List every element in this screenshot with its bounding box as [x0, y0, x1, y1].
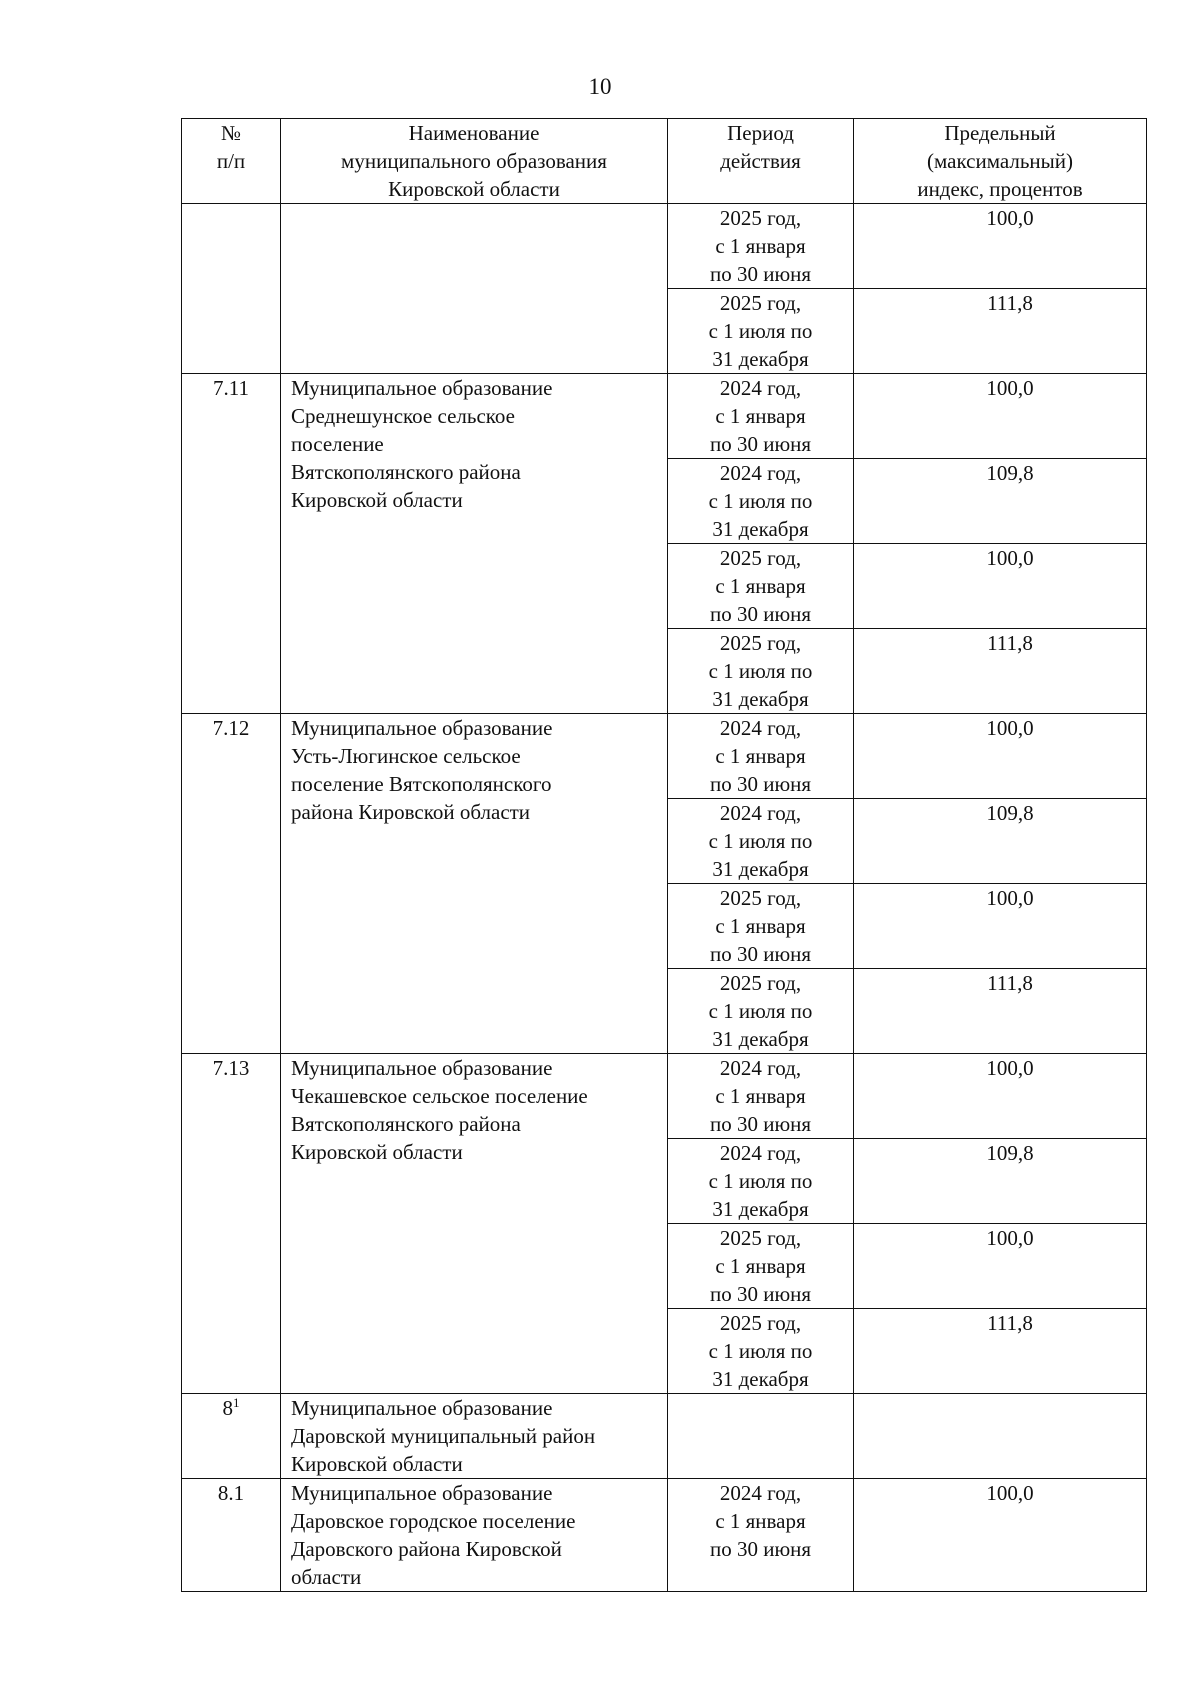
page-number: 10 — [588, 74, 612, 99]
row-number-cell: 8.1 — [182, 1479, 281, 1592]
index-cell: 100,0 — [854, 884, 1147, 969]
index-cell: 111,8 — [854, 1309, 1147, 1394]
period-line: 2024 год, — [719, 1481, 802, 1505]
header-index-line: индекс, процентов — [917, 177, 1083, 201]
name-line: области — [291, 1565, 362, 1589]
period-cell — [668, 1479, 854, 1592]
period-line: по 30 июня — [709, 1112, 812, 1136]
period-line: с 1 января — [715, 404, 806, 428]
period-cell — [668, 1394, 854, 1479]
name-line: поселение — [291, 432, 384, 456]
name-line: района Кировской области — [291, 800, 531, 824]
row-number-cell: 7.13 — [182, 1054, 281, 1394]
name-line: поселение Вятскополянского — [291, 772, 552, 796]
name-line: Усть-Люгинское сельское — [291, 744, 521, 768]
period-line: с 1 июля по — [708, 999, 813, 1023]
name-line: Среднешунское сельское — [291, 404, 515, 428]
period-line: 2024 год, — [719, 1141, 802, 1165]
name-line: Муниципальное образование — [291, 1481, 553, 1505]
period-cell — [668, 1139, 854, 1224]
period-cell — [668, 969, 854, 1054]
table-row — [182, 1394, 1147, 1479]
period-line: по 30 июня — [709, 772, 812, 796]
index-cell: 100,0 — [854, 204, 1147, 289]
header-name-line: муниципального образования — [341, 149, 607, 173]
index-cell: 100,0 — [854, 1054, 1147, 1139]
period-line: по 30 июня — [709, 1282, 812, 1306]
period-line: с 1 июля по — [708, 319, 813, 343]
period-line: 2024 год, — [719, 716, 802, 740]
name-line: Кировской области — [291, 488, 463, 512]
period-line: с 1 июля по — [708, 1339, 813, 1363]
index-cell: 100,0 — [854, 714, 1147, 799]
period-cell — [668, 459, 854, 544]
period-line: 2025 год, — [719, 291, 802, 315]
index-cell: 109,8 — [854, 1139, 1147, 1224]
period-line: с 1 января — [715, 744, 806, 768]
period-line: 2024 год, — [719, 1056, 802, 1080]
period-cell — [668, 714, 854, 799]
period-line: 2025 год, — [719, 971, 802, 995]
index-cell: 111,8 — [854, 969, 1147, 1054]
period-line: по 30 июня — [709, 602, 812, 626]
period-line: 31 декабря — [712, 517, 809, 541]
row-number-cell — [182, 1394, 281, 1479]
period-line: с 1 июля по — [708, 1169, 813, 1193]
row-number-superscript: 1 — [233, 1395, 240, 1410]
period-line: 2025 год, — [719, 206, 802, 230]
period-cell — [668, 1054, 854, 1139]
index-cell — [854, 1394, 1147, 1479]
header-period-line: действия — [720, 149, 801, 173]
index-cell: 111,8 — [854, 289, 1147, 374]
municipality-name-cell — [281, 374, 668, 714]
period-line: с 1 января — [715, 1084, 806, 1108]
header-num-line: п/п — [216, 149, 246, 173]
header-num-line: № — [220, 121, 242, 145]
tariff-index-table — [181, 118, 1147, 1592]
name-line: Вятскополянского района — [291, 1112, 521, 1136]
name-line: Муниципальное образование — [291, 1056, 553, 1080]
header-period — [668, 119, 854, 204]
index-cell: 100,0 — [854, 544, 1147, 629]
name-line: Даровского района Кировской — [291, 1537, 562, 1561]
header-period-line: Период — [727, 121, 794, 145]
municipality-name-cell — [281, 1394, 668, 1479]
name-line: Вятскополянского района — [291, 460, 521, 484]
header-name — [281, 119, 668, 204]
period-line: с 1 января — [715, 1254, 806, 1278]
period-line: 2025 год, — [719, 886, 802, 910]
period-line: по 30 июня — [709, 432, 812, 456]
index-cell: 100,0 — [854, 374, 1147, 459]
period-line: 2024 год, — [719, 801, 802, 825]
name-line: Кировской области — [291, 1140, 463, 1164]
row-number-cell: 7.12 — [182, 714, 281, 1054]
period-line: по 30 июня — [709, 942, 812, 966]
period-cell — [668, 799, 854, 884]
period-line: с 1 июля по — [708, 829, 813, 853]
header-name-line: Кировской области — [388, 177, 560, 201]
header-name-line: Наименование — [408, 121, 540, 145]
period-line: с 1 января — [715, 574, 806, 598]
municipality-name-cell — [281, 1054, 668, 1394]
period-line: 2024 год, — [719, 461, 802, 485]
name-line: Муниципальное образование — [291, 716, 553, 740]
row-number-cell: 7.11 — [182, 374, 281, 714]
period-line: с 1 июля по — [708, 659, 813, 683]
period-cell — [668, 1224, 854, 1309]
index-cell: 100,0 — [854, 1479, 1147, 1592]
period-line: 31 декабря — [712, 857, 809, 881]
period-line: 31 декабря — [712, 1027, 809, 1051]
index-cell: 111,8 — [854, 629, 1147, 714]
period-line: 31 декабря — [712, 1197, 809, 1221]
period-line: 31 декабря — [712, 347, 809, 371]
period-line: 2025 год, — [719, 1226, 802, 1250]
municipality-name-cell — [281, 714, 668, 1054]
table-row — [182, 204, 1147, 289]
period-line: 2025 год, — [719, 546, 802, 570]
row-number-cell — [182, 204, 281, 374]
period-line: по 30 июня — [709, 262, 812, 286]
period-cell — [668, 374, 854, 459]
period-line: с 1 января — [715, 914, 806, 938]
name-line: Кировской области — [291, 1452, 463, 1476]
table-body — [182, 204, 1147, 1592]
header-index-line: (максимальный) — [927, 149, 1073, 173]
name-line: Даровской муниципальный район — [291, 1424, 596, 1448]
period-line: с 1 января — [715, 1509, 806, 1533]
index-cell: 109,8 — [854, 459, 1147, 544]
period-line: с 1 июля по — [708, 489, 813, 513]
period-cell — [668, 629, 854, 714]
name-line: Чекашевское сельское поселение — [291, 1084, 588, 1108]
period-cell — [668, 289, 854, 374]
period-line: по 30 июня — [709, 1537, 812, 1561]
municipality-name-cell — [281, 204, 668, 374]
table-row — [182, 714, 1147, 799]
period-cell — [668, 204, 854, 289]
period-line: 31 декабря — [712, 687, 809, 711]
period-cell — [668, 544, 854, 629]
header-num — [182, 119, 281, 204]
header-index — [854, 119, 1147, 204]
period-line: 2024 год, — [719, 376, 802, 400]
municipality-name-cell — [281, 1479, 668, 1592]
header-index-line: Предельный — [944, 121, 1056, 145]
period-line: 31 декабря — [712, 1367, 809, 1391]
period-cell — [668, 884, 854, 969]
period-line: 2025 год, — [719, 1311, 802, 1335]
row-number: 8 — [222, 1396, 233, 1420]
table-row — [182, 1479, 1147, 1592]
period-cell — [668, 1309, 854, 1394]
table-header-row — [182, 119, 1147, 204]
index-cell: 100,0 — [854, 1224, 1147, 1309]
table-row — [182, 374, 1147, 459]
period-line: с 1 января — [715, 234, 806, 258]
table-row — [182, 1054, 1147, 1139]
period-line: 2025 год, — [719, 631, 802, 655]
index-cell: 109,8 — [854, 799, 1147, 884]
name-line: Муниципальное образование — [291, 1396, 553, 1420]
name-line: Муниципальное образование — [291, 376, 553, 400]
name-line: Даровское городское поселение — [291, 1509, 576, 1533]
